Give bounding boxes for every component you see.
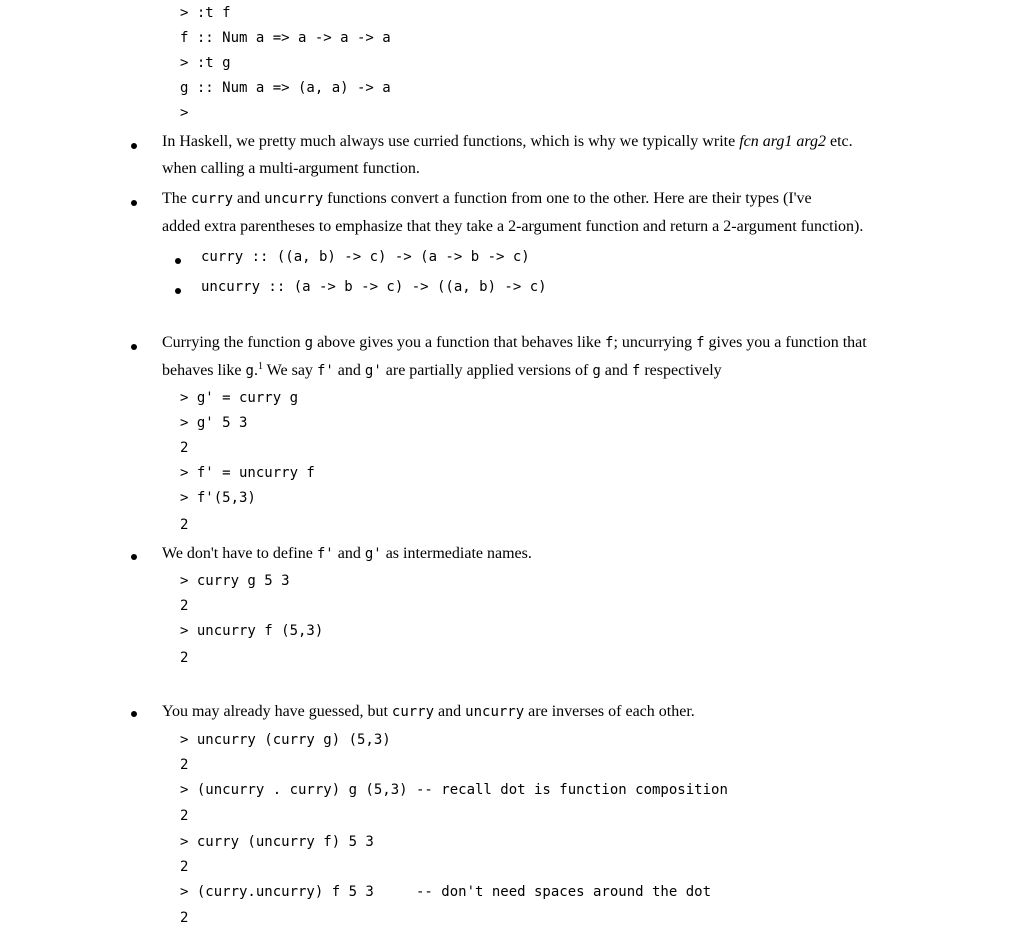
code-line: > g' = curry g	[180, 390, 299, 406]
text: functions convert a function from one to the other. Here are their types (I've	[323, 190, 812, 207]
text: ; uncurrying	[613, 334, 697, 351]
text: The	[162, 190, 191, 207]
text: and	[434, 703, 466, 720]
code-line: 2	[180, 910, 189, 926]
text: and	[333, 545, 365, 562]
text: respectively	[640, 362, 722, 379]
code-line: > (curry.uncurry) f 5 3 -- don't need spaces around the dot	[180, 884, 712, 900]
text: Currying the function	[162, 334, 305, 351]
code-line: > f'(5,3)	[180, 490, 256, 506]
code-inline: f'	[316, 546, 334, 562]
text: when calling a multi-argument function.	[162, 160, 420, 177]
code-inline: g'	[364, 546, 382, 562]
type-signature-uncurry: uncurry :: (a -> b -> c) -> ((a, b) -> c)	[201, 279, 547, 295]
text: and	[333, 362, 365, 379]
text: above gives you a function that behaves like	[313, 334, 605, 351]
text: etc.	[826, 133, 853, 150]
paragraph-curried-functions	[162, 128, 922, 182]
bullet-marker	[131, 200, 137, 206]
code-inline: g'	[364, 363, 382, 379]
bullet-marker	[131, 554, 137, 560]
code-inline: curry	[190, 191, 234, 207]
type-signature-curry: curry :: ((a, b) -> c) -> (a -> b -> c)	[201, 249, 530, 265]
footnote-marker[interactable]: 1	[257, 361, 263, 372]
text: and	[600, 362, 632, 379]
paragraph-curry-uncurry	[162, 185, 922, 240]
code-line: 2	[180, 440, 189, 456]
code-inline: g	[592, 363, 601, 379]
text: We say	[262, 362, 317, 379]
text: are inverses of each other.	[524, 703, 695, 720]
code-line: > curry (uncurry f) 5 3	[180, 834, 374, 850]
text: In Haskell, we pretty much always use curried functions, which is why we typically write	[162, 133, 740, 150]
code-inline: f	[605, 335, 614, 351]
code-line: 2	[180, 650, 189, 666]
text: .	[253, 362, 258, 379]
code-line: > uncurry (curry g) (5,3)	[180, 732, 391, 748]
text: added extra parentheses to emphasize that they take a 2-argument function and return a 2-argument function).	[162, 218, 864, 235]
code-line: > curry g 5 3	[180, 573, 290, 589]
code-inline: g	[304, 335, 314, 351]
code-inline: f	[696, 335, 705, 351]
code-line: 2	[180, 517, 189, 533]
code-inline: f'	[316, 363, 334, 379]
code-line: > :t f	[180, 5, 231, 21]
paragraph-intermediate-names	[162, 540, 922, 568]
bullet-marker	[131, 344, 137, 350]
text: We don't have to define	[162, 545, 317, 562]
code-inline: uncurry	[465, 704, 525, 720]
code-line: 2	[180, 757, 189, 773]
text: You may already have guessed, but	[162, 703, 392, 720]
code-inline: g	[245, 363, 254, 379]
code-line: f :: Num a => a -> a -> a	[180, 30, 391, 46]
code-line: 2	[180, 859, 189, 875]
text: gives you a function that	[704, 334, 867, 351]
sub-bullet-marker	[175, 288, 181, 294]
code-inline: uncurry	[264, 191, 324, 207]
code-line: 2	[180, 598, 189, 614]
text: and	[233, 190, 265, 207]
text: behaves like	[162, 362, 246, 379]
code-line: > (uncurry . curry) g (5,3) -- recall dot is function composition	[180, 782, 728, 798]
sub-bullet-marker	[175, 258, 181, 264]
italic-text: fcn arg1 arg2	[739, 133, 826, 150]
code-line: 2	[180, 808, 189, 824]
bullet-marker	[131, 143, 137, 149]
code-inline: curry	[391, 704, 435, 720]
code-line: g :: Num a => (a, a) -> a	[180, 80, 391, 96]
paragraph-inverses	[162, 698, 922, 726]
bullet-marker	[131, 711, 137, 717]
code-line: >	[180, 105, 189, 121]
code-inline: f	[631, 363, 641, 379]
text: are partially applied versions of	[381, 362, 593, 379]
code-line: > f' = uncurry f	[180, 465, 315, 481]
paragraph-currying-g	[162, 329, 922, 385]
text: as intermediate names.	[381, 545, 532, 562]
code-line: > uncurry f (5,3)	[180, 623, 324, 639]
code-line: > g' 5 3	[180, 415, 248, 431]
code-line: > :t g	[180, 55, 231, 71]
